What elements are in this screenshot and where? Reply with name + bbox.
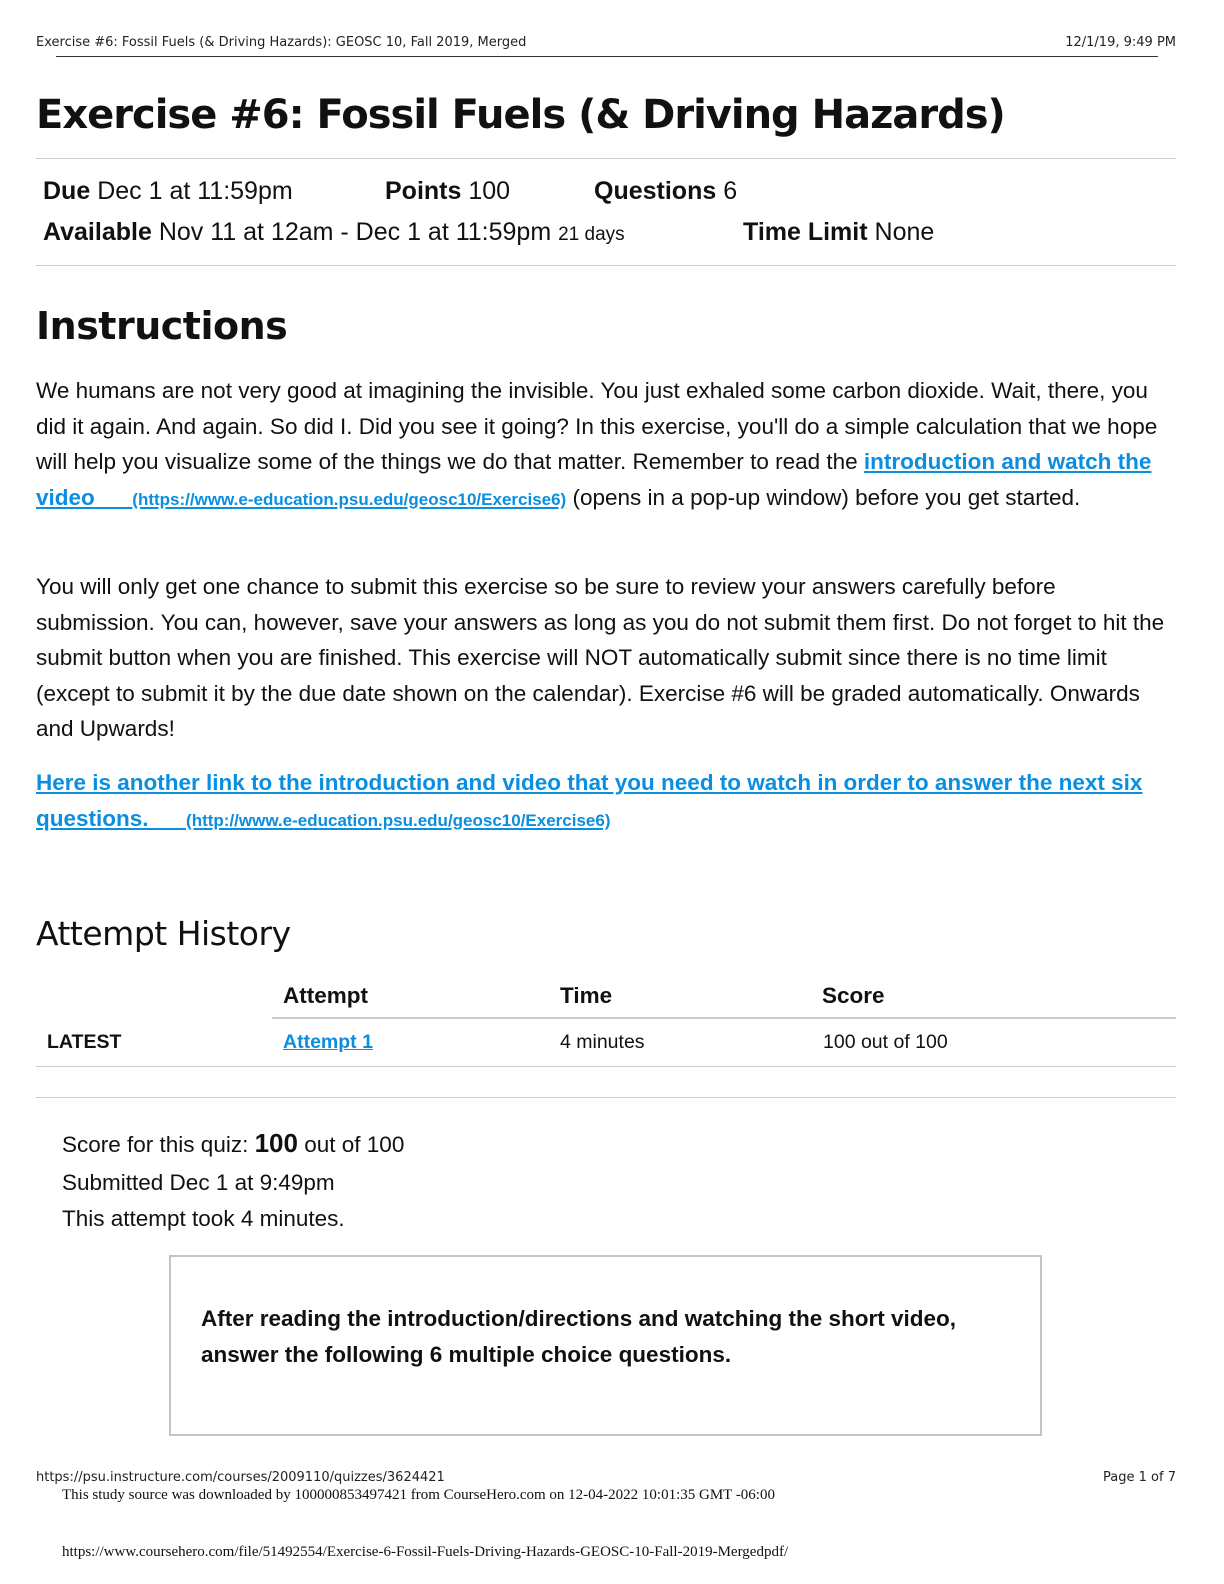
submitted-text: Submitted Dec 1 at 9:49pm: [62, 1170, 335, 1195]
score-value: 100: [254, 1128, 298, 1158]
instructions-paragraph-2: You will only get one chance to submit this exercise so be sure to review your answers carefully before submission. You can, however, save your answers as long as you do not submit them first. Do not forget to hit the submit button when you are finished. This exercise will NOT automatically submit since there is no time limit (except to submit it by the due date shown on the calendar). Exercise #6 will be graded automatically. Onwards and Upwards!: [36, 574, 1165, 741]
question-text-box: [169, 1255, 1042, 1436]
available-days: 21 days: [558, 224, 625, 245]
question-box-text: After reading the introduction/directions and watching the short video, answer the following 6 multiple choice questions.: [201, 1306, 957, 1367]
print-header-divider: [56, 56, 1158, 57]
instructions-paragraph-3: [36, 765, 1176, 838]
points-detail: [385, 177, 510, 206]
another-introduction-link[interactable]: [36, 770, 1142, 831]
details-divider: [36, 265, 1176, 266]
print-header-title: Exercise #6: Fossil Fuels (& Driving Hazards): GEOSC 10, Fall 2019, Merged: [36, 35, 527, 50]
latest-label: LATEST: [47, 1031, 122, 1053]
attempt-time: 4 minutes: [560, 1031, 645, 1053]
page-title: Exercise #6: Fossil Fuels (& Driving Hazards): [36, 92, 1005, 138]
another-introduction-link-text: Here is another link to the introduction and video that you need to watch in order to answer the next six questions.: [36, 770, 1143, 831]
score-column-header: Score: [822, 983, 885, 1008]
attempt-column-header: Attempt: [283, 983, 368, 1008]
table-row-rule: [36, 1066, 1176, 1067]
score-line: [62, 1128, 404, 1159]
available-value: Nov 11 at 12am - Dec 1 at 11:59pm: [158, 218, 552, 246]
quiz-details-row-1: [43, 177, 293, 206]
another-introduction-link-url: (http://www.e-education.psu.edu/geosc10/Exercise6): [186, 810, 611, 830]
available-label: Available: [43, 218, 152, 246]
attempt-score: 100 out of 100: [823, 1031, 948, 1053]
time-column-header: Time: [560, 983, 613, 1008]
print-footer: [36, 1470, 1176, 1485]
quiz-details-row-2: [43, 218, 625, 247]
score-section-divider: [36, 1097, 1176, 1098]
instructions-text-1-after: (opens in a pop-up window) before you get started.: [572, 484, 1081, 510]
introduction-video-link-text: introduction and watch the video: [36, 449, 1152, 510]
time-limit-label: Time Limit: [743, 218, 868, 246]
watermark-source-url: https://www.coursehero.com/file/51492554/Exercise-6-Fossil-Fuels-Driving-Hazards-GEOSC-10-Fall-2019-Mergedpdf/: [62, 1544, 789, 1560]
points-value: 100: [468, 177, 511, 205]
attempt-duration-text: This attempt took 4 minutes.: [62, 1206, 345, 1231]
print-footer-url: https://psu.instructure.com/courses/2009110/quizzes/3624421: [36, 1470, 445, 1485]
introduction-video-link-url: (https://www.e-education.psu.edu/geosc10/Exercise6): [132, 489, 567, 509]
print-header-datetime: 12/1/19, 9:49 PM: [1065, 35, 1176, 50]
watermark-download-notice: This study source was downloaded by 100000853497421 from CourseHero.com on 12-04-2022 10:01:35 GMT -06:00: [62, 1487, 775, 1503]
title-divider: [36, 158, 1176, 159]
print-header: [36, 35, 1176, 50]
attempt-history-heading: Attempt History: [36, 914, 291, 953]
points-label: Points: [385, 177, 462, 205]
score-total: out of 100: [304, 1132, 405, 1157]
questions-value: 6: [723, 177, 738, 205]
instructions-heading: Instructions: [36, 304, 288, 348]
questions-detail: [594, 177, 737, 206]
due-value: Dec 1 at 11:59pm: [97, 177, 293, 205]
time-limit-detail: [743, 218, 934, 247]
score-label: Score for this quiz:: [62, 1132, 249, 1157]
instructions-paragraph-1: [36, 373, 1176, 517]
print-footer-page: Page 1 of 7: [1103, 1470, 1176, 1485]
time-limit-value: None: [874, 218, 935, 246]
table-header-rule: [272, 1017, 1176, 1019]
attempt-1-link[interactable]: Attempt 1: [283, 1031, 373, 1053]
due-label: Due: [43, 177, 91, 205]
questions-label: Questions: [594, 177, 717, 205]
instructions-text-1: We humans are not very good at imagining the invisible. You just exhaled some carbon dioxide. Wait, there, you did it again. And again. So did I. Did you see it going? In this exercise, you'll do a simple calculation that we hope will help you visualize some of the things we do that matter. Remember to read the: [36, 378, 1158, 474]
